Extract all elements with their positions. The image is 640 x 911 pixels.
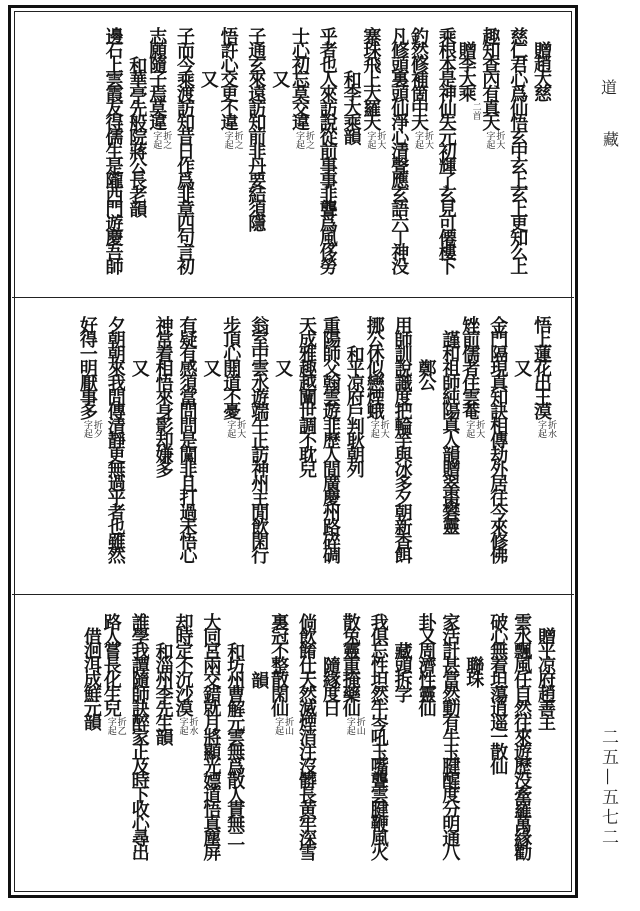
- heading-column: [415, 359, 437, 388]
- verse-column: [360, 27, 386, 150]
- annotation-note: 折大字起: [368, 419, 389, 438]
- heading-column: [223, 642, 245, 844]
- verse-column: [319, 316, 341, 561]
- column-text: 韻: [248, 670, 270, 685]
- column-text: 神常着相悟來身影却嫌多: [152, 316, 174, 475]
- annotation-note: 折大字起: [464, 419, 485, 438]
- column-text: 用師訓說識度把輪竿與冰多夕朝新香餌: [391, 316, 413, 561]
- annotation-note: 折大字起: [225, 419, 246, 438]
- heading-column: [268, 70, 290, 84]
- register-divider: [12, 297, 574, 298]
- heading-column: [438, 330, 460, 532]
- heading-column: [340, 70, 362, 142]
- column-text: 家活計甚當然動有牛玉腱醒度分明通八: [439, 613, 461, 858]
- column-text: 隨緣度日: [319, 656, 341, 714]
- column-text: 步頂心開道不憂: [220, 316, 242, 417]
- annotation-note: 折水字起: [177, 716, 198, 735]
- verse-column: [146, 27, 172, 150]
- column-text: 贈趙大慈: [531, 41, 552, 99]
- heading-column: [391, 642, 413, 700]
- margin-collection-title-char: 道: [601, 78, 618, 97]
- heading-column: [247, 671, 269, 685]
- column-text: 乎者也人來訪說從前事事非聾爲風侈勞: [316, 27, 338, 272]
- column-text: 裏冠不整散閑仙: [268, 613, 290, 714]
- verse-column: [316, 27, 338, 272]
- annotation-note: 折之字起: [222, 130, 243, 149]
- column-text: 悟許心交更不違: [217, 27, 239, 128]
- verse-column: [435, 27, 457, 272]
- verse-column: [76, 316, 102, 439]
- column-text: 志願隨子焉莫違: [146, 27, 168, 128]
- column-text: 釣然修補箇中天: [408, 27, 429, 128]
- margin-collection-title-char: 藏: [603, 130, 620, 149]
- register-top: [0, 10, 640, 294]
- verse-column: [173, 27, 195, 272]
- verse-column: [531, 316, 556, 439]
- annotation-note: 折大字起: [365, 130, 386, 149]
- heading-column: [462, 656, 484, 685]
- register-divider: [12, 594, 574, 595]
- column-text: 路人嘗長化生兒: [100, 613, 122, 714]
- verse-column: [459, 316, 485, 439]
- column-text: 悟上蓮花出王漠: [531, 316, 552, 417]
- column-text: 又: [269, 70, 291, 85]
- column-text: 我俱忘性坦然牛岑吼玉嘴聾雲腱鞭風火: [367, 613, 389, 858]
- heading-column: [534, 627, 556, 728]
- column-text: 金門隔現真知訣相傳劫外居往今來修佛: [487, 316, 509, 561]
- column-text: 凡修頭裏頭仙淨心清聲應玄語六丁神没: [388, 27, 410, 272]
- column-text: 和淄州李先生韻: [152, 641, 174, 743]
- verse-column: [510, 613, 532, 858]
- heading-column: [271, 359, 293, 373]
- verse-column: [387, 27, 409, 272]
- annotation-note: 折之字起: [294, 130, 314, 149]
- column-text: 又: [200, 359, 222, 374]
- column-text: 重陽師父翰雲遊非歷人間廣慶州路碎碉: [319, 316, 341, 561]
- verse-column: [268, 613, 294, 736]
- annotation-note: 二首: [470, 102, 481, 120]
- column-text: 夕朝朝來我問傳清靜更無過乎者也雖然: [104, 316, 126, 561]
- column-text: 又: [197, 70, 219, 85]
- heading-column: [510, 359, 532, 373]
- annotation-note: 折水字起: [536, 419, 556, 438]
- page-number: 二五—五七二: [598, 728, 618, 848]
- heading-column: [125, 56, 147, 214]
- column-text: 和坊州曹解元雲無爲散人貴無二: [224, 641, 246, 844]
- column-text: 翁室中雲水遊端午正訪神州主閒飲閑行: [248, 316, 270, 561]
- verse-column: [176, 316, 198, 561]
- column-text: 邊石上雲霞友得儒生是隴西門遊慶吾師: [102, 27, 124, 272]
- annotation-note: 折山字起: [273, 716, 294, 735]
- annotation-note: 折夕字起: [81, 419, 102, 438]
- heading-column: [455, 41, 481, 121]
- heading-column: [319, 656, 341, 714]
- verse-column: [367, 613, 389, 858]
- column-text: 天成雅趣越闡世調不耽兒: [296, 316, 317, 475]
- annotation-note: 折大字起: [484, 130, 505, 149]
- column-text: 寨珠飛上大羅天: [360, 27, 382, 128]
- column-text: 贈李大乘: [455, 41, 477, 99]
- column-text: 誰學我譚隨師訣醉家正及時下收心尋出: [128, 613, 150, 858]
- register-bottom: [0, 596, 640, 892]
- column-text: 借洄洱成鮮元韻: [80, 627, 102, 729]
- column-text: 藏頭拆字: [391, 641, 413, 700]
- verse-column: [104, 316, 126, 561]
- verse-column: [339, 613, 365, 736]
- register-middle: [0, 299, 640, 591]
- column-text: 却時定不沉沙漠: [172, 613, 194, 714]
- annotation-note: 折之字起: [151, 130, 172, 149]
- verse-column: [244, 27, 266, 229]
- verse-column: [506, 27, 528, 272]
- column-text: 又: [511, 359, 533, 374]
- verse-column: [408, 27, 433, 150]
- column-text: 散兔靈重掩藥仙: [339, 613, 361, 714]
- column-text: 破心無着坦蕩逍遥一散仙: [487, 613, 509, 772]
- column-text: 乘根本是神仙失元初輝了玄見可僊樓下: [435, 27, 457, 272]
- verse-column: [152, 316, 174, 474]
- column-text: 趣知查內有真天: [479, 27, 501, 128]
- verse-column: [100, 613, 126, 736]
- column-text: 大同宮兩交錯就月將顯光嫖道悟真塵屏: [200, 613, 222, 858]
- verse-column: [486, 613, 508, 771]
- column-text: 矬前儒者住雲菴: [459, 316, 481, 417]
- column-text: 子通玄來遠訪知前非丹要結須隱: [245, 27, 267, 229]
- verse-column: [479, 27, 505, 150]
- heading-column: [80, 627, 102, 728]
- column-text: 謹和祖師純陽真人韻贈翠棗礬靈: [439, 330, 461, 532]
- column-text: 又: [128, 359, 150, 374]
- column-text: 雲水飄風任自然往來遊歷没牽羅萬緣勸: [511, 613, 533, 858]
- heading-column: [197, 70, 219, 84]
- verse-column: [102, 27, 124, 272]
- column-text: 挪公休似戀煙蛾: [363, 316, 385, 417]
- verse-column: [217, 27, 243, 150]
- column-text: 卦又周濟性靈仙: [415, 613, 437, 714]
- column-text: 又: [272, 359, 294, 374]
- column-text: 和華亭先般院蔣公長老韻: [126, 55, 148, 215]
- verse-column: [438, 613, 460, 858]
- column-text: 和李大乘韻: [340, 70, 362, 143]
- verse-column: [415, 613, 437, 714]
- verse-column: [486, 316, 508, 561]
- verse-column: [172, 613, 198, 736]
- column-text: 聯珠: [463, 656, 485, 685]
- heading-column: [530, 41, 552, 99]
- heading-column: [343, 345, 365, 475]
- annotation-note: 折山字起: [344, 716, 365, 735]
- column-text: 贈平凉府趙善主: [535, 627, 556, 729]
- verse-column: [295, 316, 317, 474]
- verse-column: [295, 613, 317, 858]
- annotation-note: 折乙字起: [105, 716, 126, 735]
- column-text: 有疑有感須當問問是闖非且打過未悟心: [176, 316, 198, 561]
- column-text: 鄭公: [415, 359, 437, 388]
- verse-column: [128, 613, 150, 858]
- column-text: 和平凉府戶判耿朝列: [343, 344, 365, 475]
- verse-column: [199, 613, 221, 858]
- verse-column: [247, 316, 269, 561]
- verse-column: [363, 316, 389, 439]
- column-text: 倘飲餚仕天然滅煙消注沒髒長黄牢深雪: [296, 613, 317, 858]
- verse-column: [391, 316, 413, 561]
- column-text: 好得一明厭事多: [76, 316, 98, 417]
- column-text: 子而今乘渡訪知昔日作爲非章四句言初: [174, 27, 195, 272]
- heading-column: [128, 359, 150, 373]
- heading-column: [152, 642, 174, 743]
- verse-column: [289, 27, 314, 150]
- verse-column: [220, 316, 246, 439]
- annotation-note: 折大字起: [413, 130, 433, 149]
- column-text: 士心初忘莫交違: [289, 27, 310, 128]
- heading-column: [199, 359, 221, 373]
- column-text: 慈仁君心爲仙悟玄中玄上玄上更知么上: [507, 27, 529, 272]
